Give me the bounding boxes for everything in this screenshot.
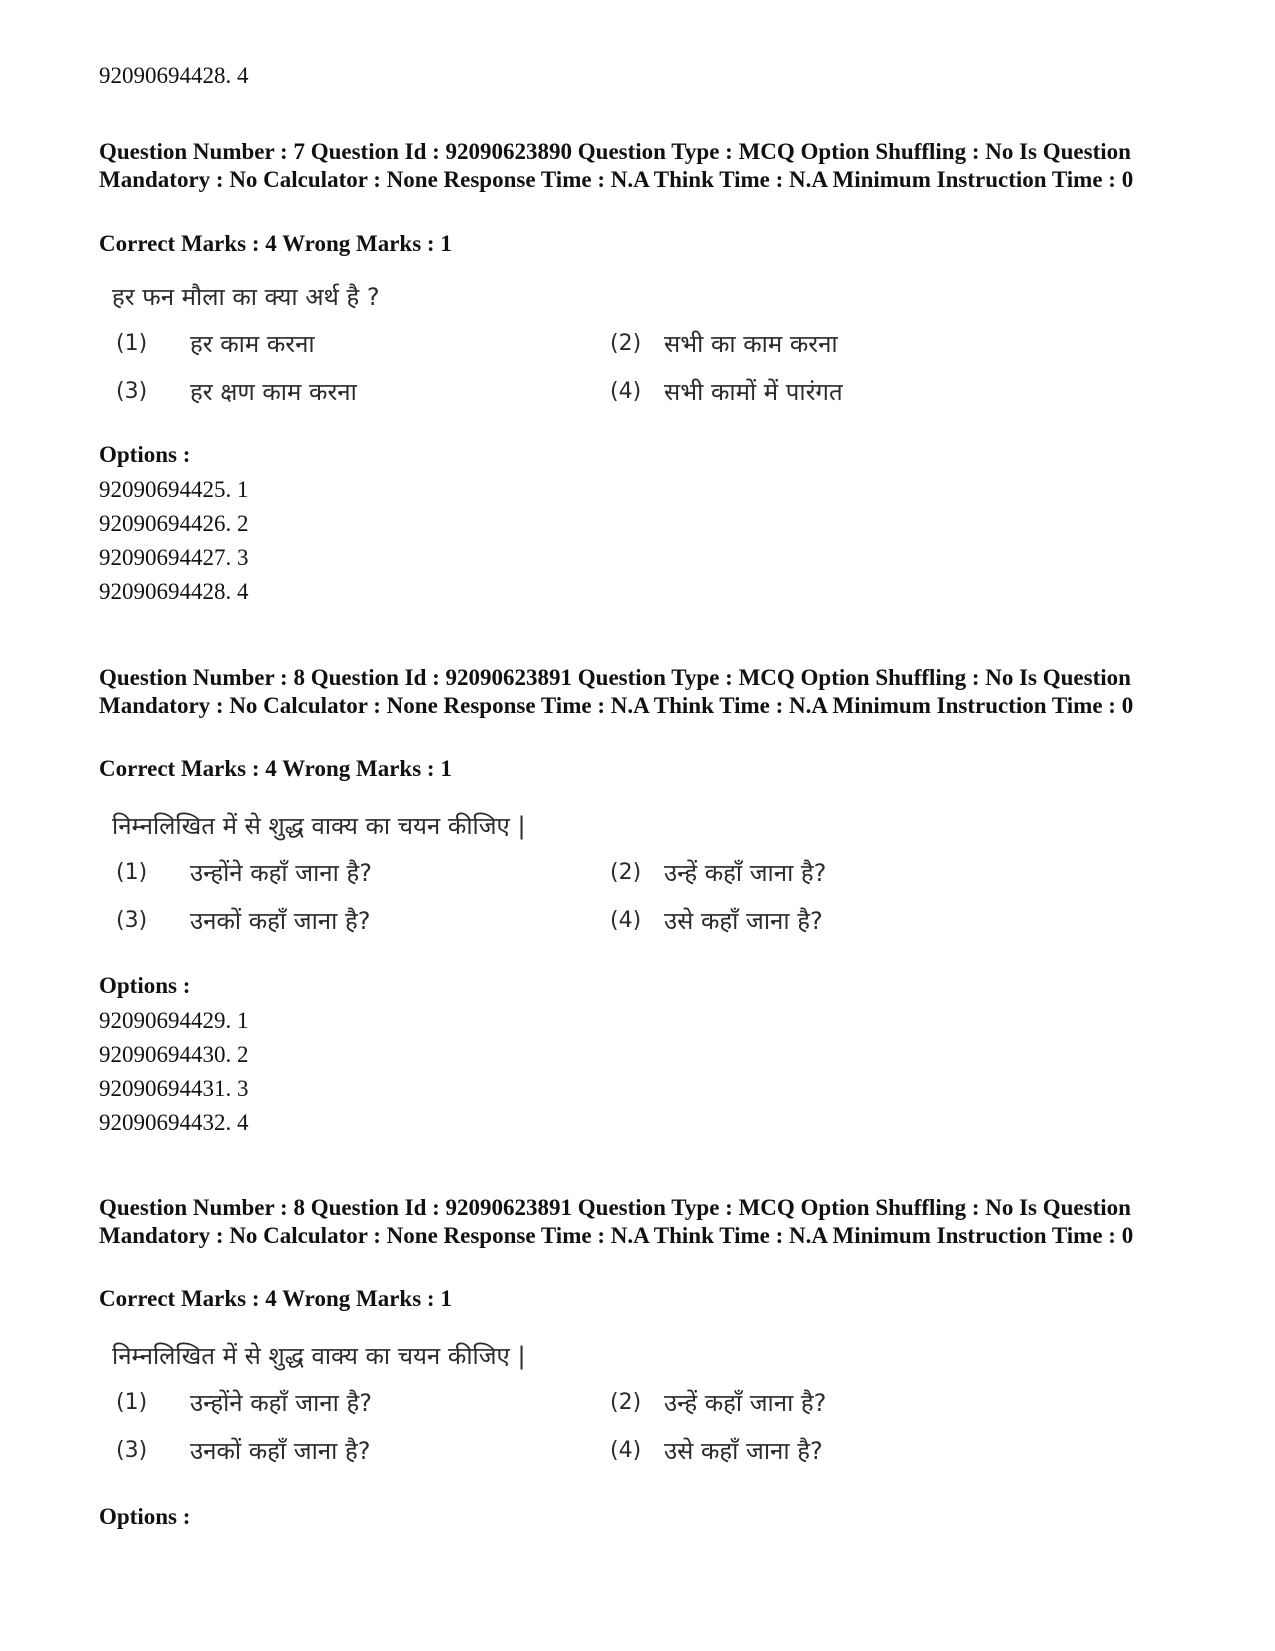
carryover-option-line: 92090694428. 4	[99, 63, 249, 88]
options-list	[99, 473, 249, 609]
choice-number: (3)	[116, 1438, 148, 1463]
choice-text: उसे कहाँ जाना है?	[664, 1437, 823, 1465]
question-image	[112, 280, 872, 420]
choice-row	[112, 1383, 872, 1431]
choice-row	[112, 853, 872, 901]
choice-row	[112, 1431, 872, 1479]
choice-text: उन्हें कहाँ जाना है?	[664, 1389, 827, 1417]
question-image	[112, 1339, 872, 1479]
question-text: हर फन मौला का क्या अर्थ है ?	[112, 283, 380, 311]
question-image	[112, 809, 872, 949]
option-id-line: 92090694429. 1	[99, 1008, 249, 1033]
choice-text: सभी कामों में पारंगत	[664, 378, 843, 406]
choice-text: उनकों कहाँ जाना है?	[190, 907, 371, 935]
choice-number: (1)	[116, 331, 148, 356]
choice-number: (4)	[610, 1438, 642, 1463]
option-id-line: 92090694432. 4	[99, 1110, 249, 1135]
choice-row	[112, 901, 872, 949]
option-id-line: 92090694426. 2	[99, 511, 249, 536]
choice-number: (1)	[116, 1390, 148, 1415]
choice-number: (2)	[610, 1390, 642, 1415]
marks-line: Correct Marks : 4 Wrong Marks : 1	[99, 231, 452, 256]
options-list	[99, 1004, 249, 1140]
question-header: Question Number : 8 Question Id : 92090623891 Question Type : MCQ Option Shuffling : No Is Question Mandatory : No Calculator : None Response Time : N.A Think Time : N.A Minimum Instruction Time : 0	[99, 665, 1134, 718]
choice-number: (3)	[116, 908, 148, 933]
marks-line: Correct Marks : 4 Wrong Marks : 1	[99, 1286, 452, 1311]
option-id-line: 92090694430. 2	[99, 1042, 249, 1067]
choice-number: (3)	[116, 379, 148, 404]
choice-row	[112, 324, 872, 372]
marks-line: Correct Marks : 4 Wrong Marks : 1	[99, 756, 452, 781]
choice-row	[112, 372, 872, 420]
choice-text: हर क्षण काम करना	[190, 378, 357, 406]
option-id-line: 92090694428. 4	[99, 579, 249, 604]
option-id-line: 92090694427. 3	[99, 545, 249, 570]
choice-text: उसे कहाँ जाना है?	[664, 907, 823, 935]
question-header: Question Number : 8 Question Id : 92090623891 Question Type : MCQ Option Shuffling : No Is Question Mandatory : No Calculator : None Response Time : N.A Think Time : N.A Minimum Instruction Time : 0	[99, 1195, 1134, 1248]
question-header: Question Number : 7 Question Id : 92090623890 Question Type : MCQ Option Shuffling : No Is Question Mandatory : No Calculator : None Response Time : N.A Think Time : N.A Minimum Instruction Time : 0	[99, 139, 1134, 192]
choice-number: (4)	[610, 379, 642, 404]
options-label: Options :	[99, 1504, 191, 1529]
option-id-line: 92090694425. 1	[99, 477, 249, 502]
choice-number: (2)	[610, 331, 642, 356]
options-label: Options :	[99, 973, 191, 998]
choice-text: सभी का काम करना	[664, 330, 838, 358]
choice-text: उन्होंने कहाँ जाना है?	[190, 1389, 372, 1417]
choice-text: उन्हें कहाँ जाना है?	[664, 859, 827, 887]
choice-text: उन्होंने कहाँ जाना है?	[190, 859, 372, 887]
question-text: निम्नलिखित में से शुद्ध वाक्य का चयन कीजिए |	[112, 1342, 526, 1370]
options-label: Options :	[99, 442, 191, 467]
option-id-line: 92090694431. 3	[99, 1076, 249, 1101]
question-text: निम्नलिखित में से शुद्ध वाक्य का चयन कीजिए |	[112, 812, 526, 840]
choice-number: (2)	[610, 860, 642, 885]
choice-number: (4)	[610, 908, 642, 933]
choice-text: हर काम करना	[190, 330, 315, 358]
choice-number: (1)	[116, 860, 148, 885]
choice-text: उनकों कहाँ जाना है?	[190, 1437, 371, 1465]
